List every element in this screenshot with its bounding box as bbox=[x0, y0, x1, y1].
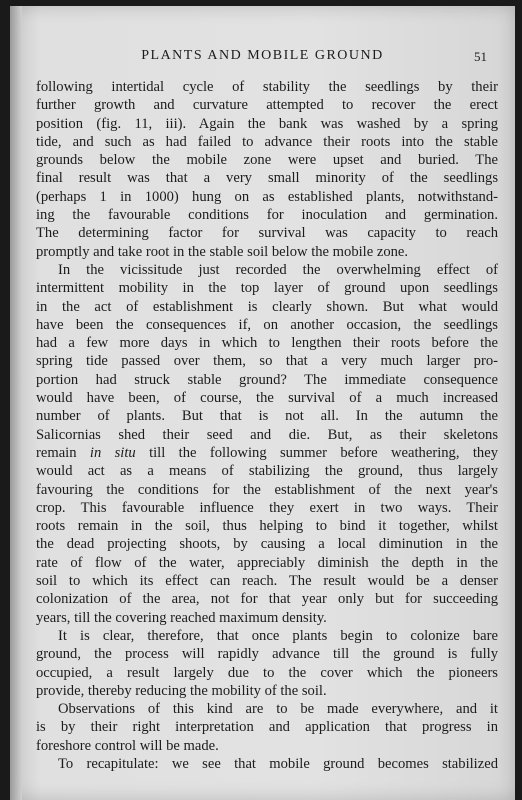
text-line: ing the favourable conditions for inoculation and germination. bbox=[36, 207, 498, 224]
book-spine-shadow bbox=[10, 6, 22, 800]
text-line: have been the consequences if, on another occasion, the seedlings bbox=[36, 316, 498, 333]
text-line: The determining factor for survival was capacity to reach bbox=[36, 225, 498, 242]
text-line: the dead projecting shoots, by causing a local diminution in the bbox=[36, 536, 498, 553]
text-line: soil to which its effect can reach. The result would be a denser bbox=[36, 573, 498, 590]
text-line: Salicornias shed their seed and die. But, as their skeletons bbox=[36, 426, 498, 443]
text-line: years, till the covering reached maximum density. bbox=[36, 609, 327, 626]
paragraph bbox=[36, 261, 498, 627]
text-line: provide, thereby reducing the mobility of the soil. bbox=[36, 682, 327, 699]
text-line: would have been, of course, the survival of a much increased bbox=[36, 390, 498, 407]
text-line: ground, the process will rapidly advance till the ground is fully bbox=[36, 646, 498, 663]
text-line: number of plants. But that is not all. In the autumn the bbox=[36, 408, 498, 425]
book-page bbox=[10, 6, 515, 800]
text-line: final result was that a very small minority of the seedlings bbox=[36, 170, 498, 187]
text-line: foreshore control will be made. bbox=[36, 737, 219, 754]
body-text bbox=[36, 78, 498, 773]
text-line: roots remain in the soil, thus helping to bind it together, whilst bbox=[36, 518, 498, 535]
paragraph bbox=[36, 700, 498, 755]
text-line: further growth and curvature attempted to recover the erect bbox=[36, 97, 498, 114]
running-title: PLANTS AND MOBILE GROUND bbox=[141, 48, 384, 63]
text-line: is by their right interpretation and application that progress in bbox=[36, 719, 498, 736]
text-line: portion had struck stable ground? The immediate consequence bbox=[36, 371, 498, 388]
text-line: Observations of this kind are to be made everywhere, and it bbox=[58, 701, 498, 718]
text-line: remain in situ till the following summer before weathering, they bbox=[36, 444, 498, 461]
text-line: rate of flow of the water, appreciably diminish the depth in the bbox=[36, 554, 498, 571]
text-line: tide, and such as had failed to advance their roots into the stable bbox=[36, 133, 498, 150]
text-line: occupied, a result largely due to the cover which the pioneers bbox=[36, 664, 498, 681]
text-line: had a few more days in which to lengthen their roots before the bbox=[36, 335, 498, 352]
text-line: spring tide passed over them, so that a very much larger pro- bbox=[36, 353, 498, 370]
text-line: following intertidal cycle of stability the seedlings by their bbox=[36, 79, 498, 95]
text-line: colonization of the area, not for that year only but for succeeding bbox=[36, 591, 498, 608]
text-line: position (fig. 11, iii). Again the bank was washed by a spring bbox=[36, 115, 498, 132]
text-line: favouring the conditions for the establishment of the next year's bbox=[36, 481, 498, 498]
text-line: In the vicissitude just recorded the overwhelming effect of bbox=[58, 261, 498, 278]
paragraph bbox=[36, 627, 498, 700]
text-line: grounds below the mobile zone were upset and buried. The bbox=[36, 152, 498, 169]
paragraph bbox=[36, 78, 498, 261]
text-line: (perhaps 1 in 1000) hung on as established plants, notwithstand- bbox=[36, 188, 498, 205]
text-line: intermittent mobility in the top layer of ground upon seedlings bbox=[36, 280, 498, 297]
text-line: crop. This favourable influence they exert in two ways. Their bbox=[36, 499, 498, 516]
text-line: To recapitulate: we see that mobile ground becomes stabilized bbox=[58, 755, 498, 772]
text-line: in the act of establishment is clearly shown. But what would bbox=[36, 298, 498, 315]
paragraph bbox=[36, 755, 498, 773]
page-number: 51 bbox=[474, 49, 487, 64]
text-line: It is clear, therefore, that once plants begin to colonize bare bbox=[58, 627, 498, 644]
text-line: promptly and take root in the stable soil below the mobile zone. bbox=[36, 243, 409, 260]
text-line: would act as a means of stabilizing the ground, thus largely bbox=[36, 463, 498, 480]
italic-phrase: in situ bbox=[89, 444, 136, 461]
running-head bbox=[38, 48, 487, 68]
